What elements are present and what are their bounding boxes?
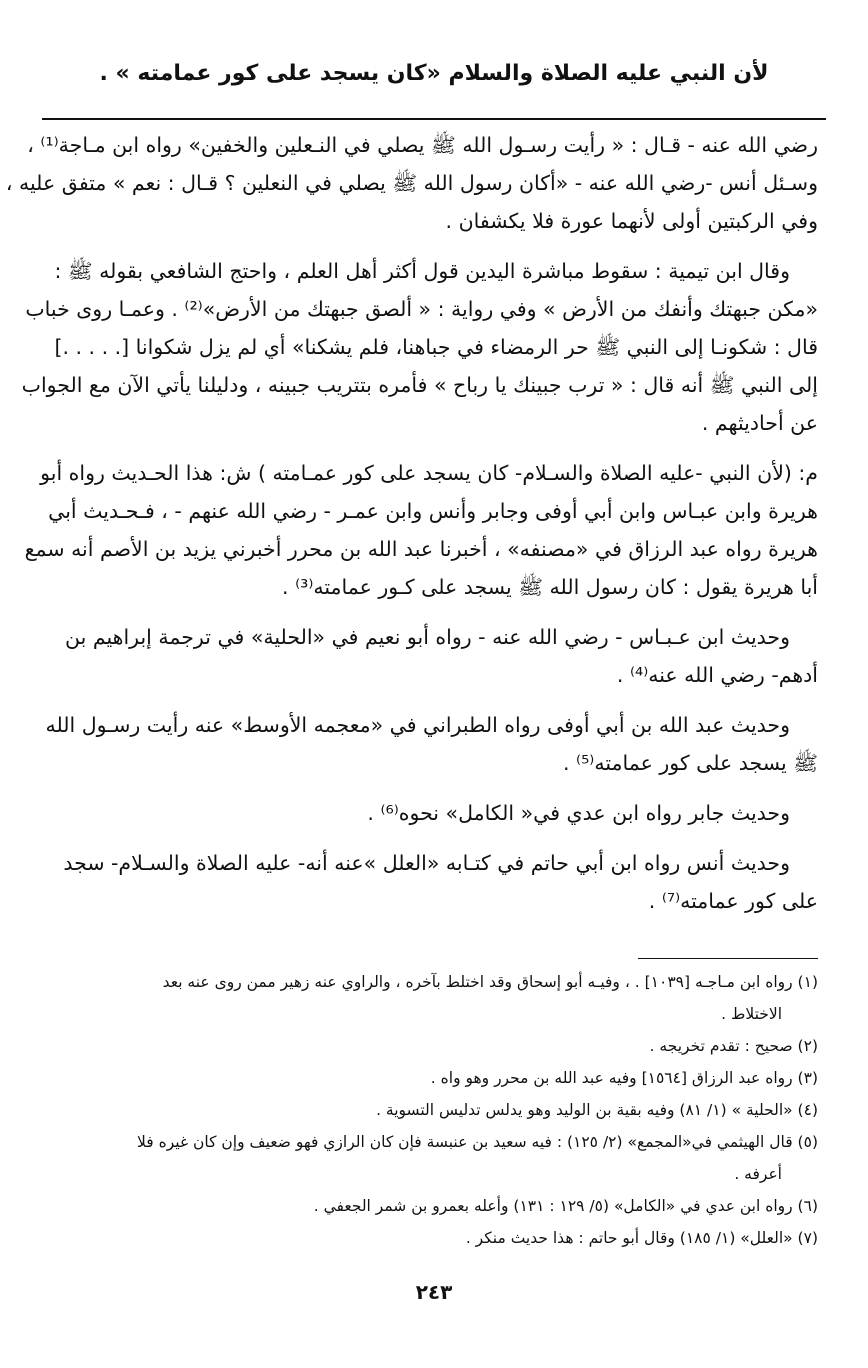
text-line: ﷺ يسجد على كور عمامته⁽⁵⁾ . <box>563 751 818 775</box>
text-line: على كور عمامته⁽⁷⁾ . <box>648 889 818 913</box>
paragraph-5 <box>44 706 818 782</box>
text-line: رضي الله عنه - قـال : « رأيت رسـول الله ﷺ يصلي في النـعلين والخفين» رواه ابن مـاجة⁽¹⁾ ، <box>27 133 818 157</box>
footnote-1: (١) رواه ابن مـاجـه [١٠٣٩] . ، وفيـه أبو إسحاق وقد اختلط بآخره ، والراوي عنه زهير ممن روى عنه بعد <box>162 973 818 991</box>
text-line: وقال ابن تيمية : سقوط مباشرة اليدين قول أكثر أهل العلم ، واحتج الشافعي بقوله ﷺ : <box>54 259 790 283</box>
text-line: وحديث ابن عـبـاس - رضي الله عنه - رواه أبو نعيم في «الحلية» في ترجمة إبراهيم بن <box>65 625 790 649</box>
header-divider <box>42 118 826 120</box>
text-line: أبا هريرة يقول : كان رسول الله ﷺ يسجد على كـور عمامته⁽³⁾ . <box>282 575 818 599</box>
paragraph-1 <box>5 126 818 240</box>
page-number: ٢٤٣ <box>415 1280 453 1304</box>
footnote-3: (٣) رواه عبد الرزاق [١٥٦٤] وفيه عبد الله بن محرر وهو واه . <box>430 1069 818 1087</box>
text-line: وفي الركبتين أولى لأنهما عورة فلا يكشفان . <box>445 209 818 233</box>
text-line: م: (لأن النبي -عليه الصلاة والسـلام- كان يسجد على كور عمـامته ) ش: هذا الحـديث رواه أبو <box>40 461 818 485</box>
page-header: لأن النبي عليه الصلاة والسلام «كان يسجد على كور عمامته » . <box>99 60 769 86</box>
footnote-6: (٦) رواه ابن عدي في «الكامل» (٥/ ١٢٩ : ١٣١) وأعله بعمرو بن شمر الجعفي . <box>313 1197 818 1215</box>
text-line: وحديث جابر رواه ابن عدي في« الكامل» نحوه⁽⁶⁾ . <box>367 801 790 825</box>
text-line: «مكن جبهتك وأنفك من الأرض » وفي رواية : « ألصق جبهتك من الأرض»⁽²⁾ . وعمـا روى خباب <box>25 297 818 321</box>
footnote-2: (٢) صحيح : تقدم تخريجه . <box>649 1037 818 1055</box>
footnote-1-continued: الاختلاط . <box>721 1005 782 1023</box>
footnote-divider <box>638 958 818 959</box>
text-line: وحديث عبد الله بن أبي أوفى رواه الطبراني في «معجمه الأوسط» عنه رأيت رسـول الله <box>45 713 790 737</box>
footnote-7: (٧) «العلل» (١/ ١٨٥) وقال أبو حاتم : هذا حديث منكر . <box>465 1229 818 1247</box>
text-line: وسـئل أنس -رضي الله عنه - «أكان رسول الله ﷺ يصلي في النعلين ؟ قـال : نعم » متفق عليه ، <box>5 171 818 195</box>
footnotes <box>44 966 818 1254</box>
text-line: قال : شكونـا إلى النبي ﷺ حر الرمضاء في جباهنا، فلم يشكنا» أي لم يزل شكوانا [. . . . .] <box>54 335 818 359</box>
paragraph-3 <box>24 454 818 606</box>
text-line: عن أحاديثهم . <box>701 411 818 435</box>
text-line: وحديث أنس رواه ابن أبي حاتم في كتـابه «العلل »عنه أنه- عليه الصلاة والسـلام- سجد <box>63 851 790 875</box>
text-line: أدهم- رضي الله عنه⁽⁴⁾ . <box>616 663 818 687</box>
paragraph-7 <box>44 844 818 920</box>
footnote-4: (٤) «الحلية » (١/ ٨١) وفيه بقية بن الوليد وهو يدلس تدليس التسوية . <box>376 1101 818 1119</box>
paragraph-4 <box>44 618 818 694</box>
footnote-5-continued: أعرفه . <box>734 1165 782 1183</box>
paragraph-6 <box>44 794 818 832</box>
text-line: هريرة رواه عبد الرزاق في «مصنفه» ، أخبرنا عبد الله بن محرر أخبرني يزيد بن الأصم أنه سمع <box>24 537 818 561</box>
footnote-5: (٥) قال الهيثمي في«المجمع» (٢/ ١٢٥) : فيه سعيد بن عنبسة فإن كان الرازي فهو ضعيف وإن كان غيره فلا <box>137 1133 818 1151</box>
text-line: هريرة وابن عبـاس وابن أبي أوفى وجابر وأنس وابن عمـر - رضي الله عنهم - ، فـحـديث أبي <box>48 499 818 523</box>
paragraph-2 <box>21 252 818 442</box>
main-text <box>5 126 818 932</box>
text-line: إلى النبي ﷺ أنه قال : « ترب جبينك يا رباح » فأمره بتتريب جبينه ، ودليلنا يأتي الآن مع الجواب <box>21 373 818 397</box>
